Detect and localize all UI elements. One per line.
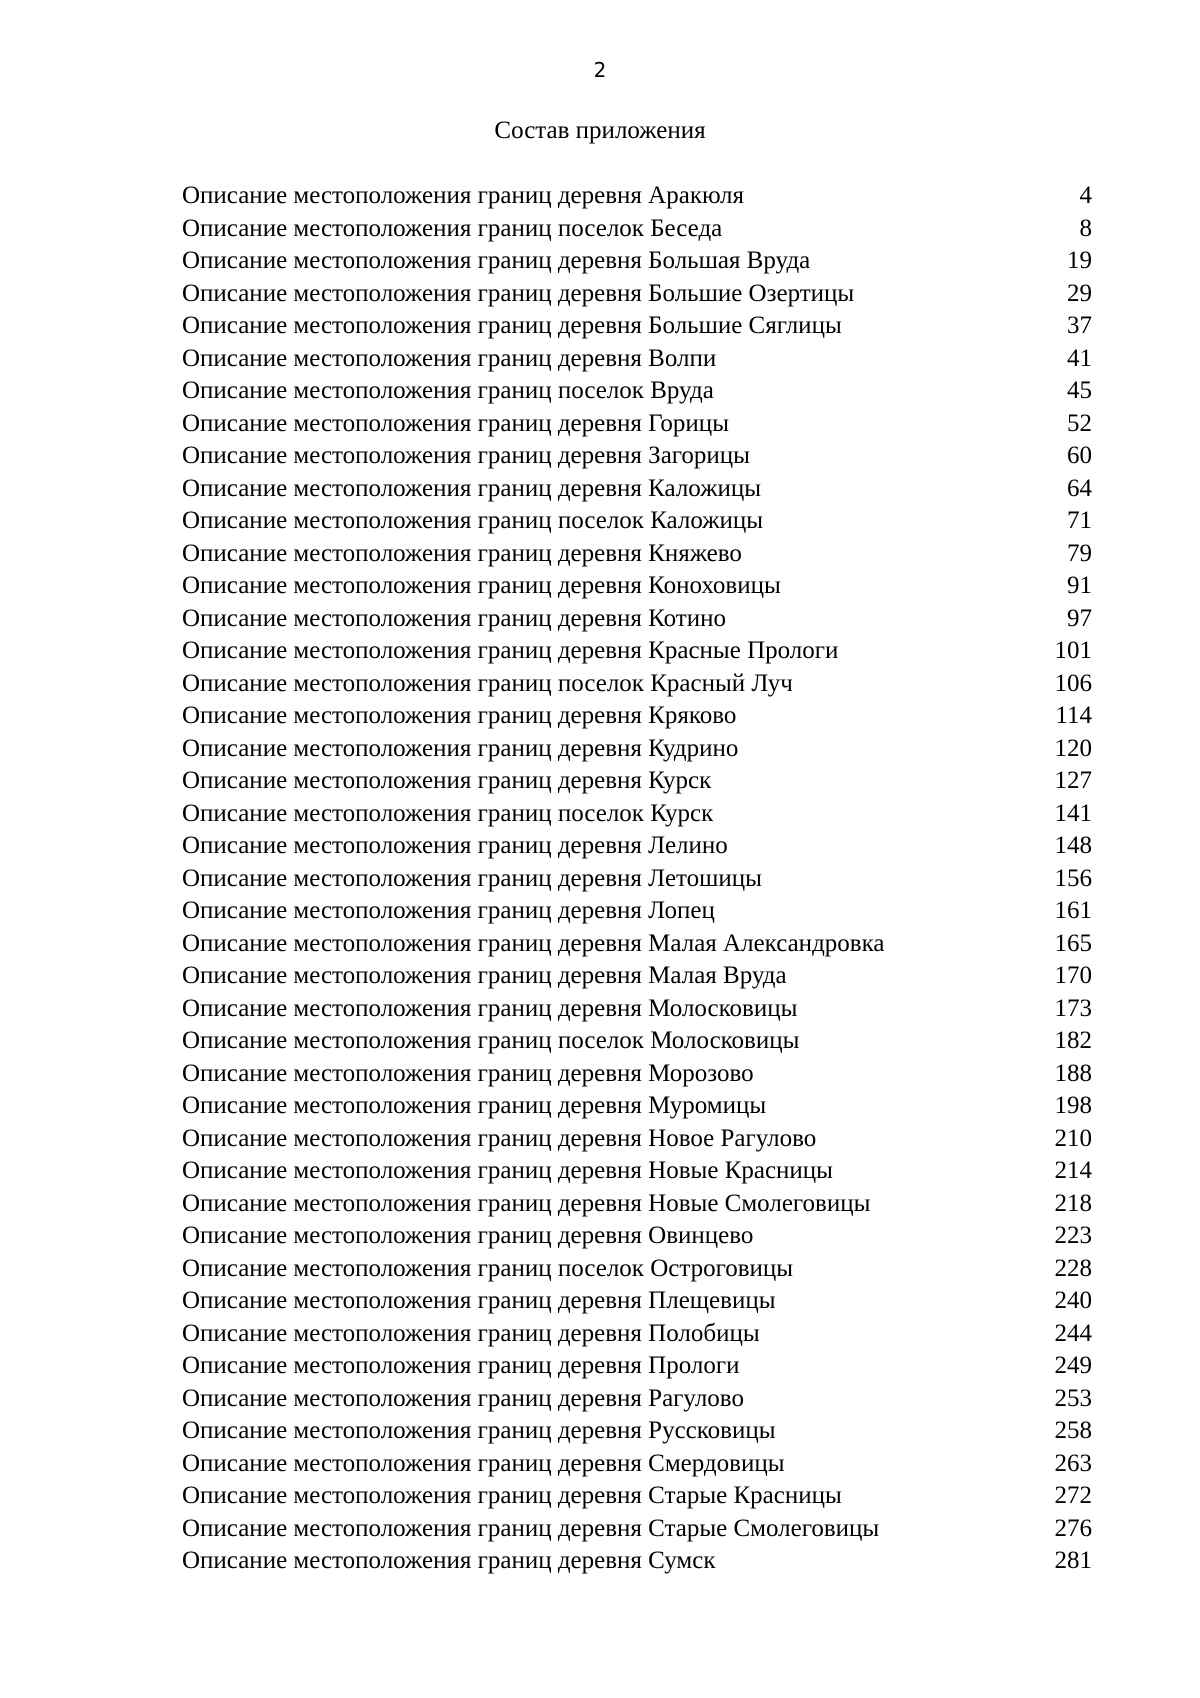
document-title: Состав приложения	[494, 117, 706, 144]
toc-entry-page-number: 8	[1079, 214, 1092, 242]
toc-entry	[182, 375, 1092, 408]
toc-entry-title: Описание местоположения границ деревня Молосковицы	[182, 994, 798, 1022]
toc-entry-page-number: 79	[1067, 539, 1092, 567]
toc-entry-title: Описание местоположения границ поселок Каложицы	[182, 507, 764, 534]
toc-entry	[182, 1513, 1092, 1546]
toc-entry-title: Описание местоположения границ деревня Большая Вруда	[182, 247, 811, 274]
toc-entry-title: Описание местоположения границ деревня Овинцево	[182, 1222, 754, 1249]
toc-entry	[182, 1350, 1092, 1383]
toc-entry-title: Описание местоположения границ деревня Смердовицы	[182, 1449, 785, 1477]
toc-entry-page-number: 228	[1054, 1254, 1092, 1282]
toc-entry-title: Описание местоположения границ деревня Прологи	[182, 1352, 740, 1379]
toc-entry-title: Описание местоположения границ деревня Волпи	[182, 344, 717, 372]
toc-entry	[182, 505, 1092, 538]
toc-entry-page-number: 120	[1054, 734, 1092, 762]
toc-entry-title: Описание местоположения границ деревня Новые Красницы	[182, 1157, 833, 1184]
toc-entry	[182, 700, 1092, 733]
toc-entry-page-number: 101	[1054, 637, 1092, 664]
toc-entry-page-number: 214	[1054, 1157, 1092, 1184]
toc-entry	[182, 440, 1092, 473]
toc-entry-title: Описание местоположения границ деревня Старые Смолеговицы	[182, 1514, 880, 1542]
toc-entry	[182, 213, 1092, 246]
toc-entry-page-number: 272	[1054, 1482, 1092, 1509]
toc-entry-page-number: 210	[1054, 1124, 1092, 1152]
toc-entry-page-number: 198	[1054, 1092, 1092, 1119]
toc-entry-title: Описание местоположения границ поселок Красный Луч	[182, 669, 793, 697]
toc-entry	[182, 245, 1092, 278]
toc-entry-title: Описание местоположения границ деревня Большие Озертицы	[182, 279, 855, 307]
toc-entry-page-number: 173	[1054, 994, 1092, 1022]
toc-entry-title: Описание местоположения границ деревня Красные Прологи	[182, 637, 839, 664]
toc-entry-page-number: 29	[1067, 279, 1092, 307]
toc-entry-page-number: 281	[1054, 1547, 1092, 1574]
toc-entry	[182, 1188, 1092, 1221]
toc-entry	[182, 1318, 1092, 1351]
toc-entry	[182, 635, 1092, 668]
toc-entry-page-number: 64	[1067, 474, 1092, 502]
toc-entry-page-number: 218	[1054, 1189, 1092, 1217]
toc-entry	[182, 830, 1092, 863]
toc-entry-title: Описание местоположения границ деревня Старые Красницы	[182, 1482, 842, 1509]
toc-entry-title: Описание местоположения границ деревня Малая Александровка	[182, 929, 885, 957]
toc-entry	[182, 538, 1092, 571]
toc-entry	[182, 960, 1092, 993]
toc-entry	[182, 668, 1092, 701]
toc-entry-page-number: 37	[1067, 312, 1092, 339]
toc-entry-page-number: 141	[1054, 799, 1092, 827]
toc-entry	[182, 180, 1092, 213]
toc-entry-page-number: 148	[1054, 832, 1092, 859]
toc-entry	[182, 1415, 1092, 1448]
toc-entry	[182, 733, 1092, 766]
toc-entry-page-number: 71	[1067, 507, 1092, 534]
toc-entry-title: Описание местоположения границ деревня Рагулово	[182, 1384, 744, 1412]
toc-entry-page-number: 258	[1054, 1417, 1092, 1444]
toc-entry-title: Описание местоположения границ деревня Курск	[182, 767, 712, 794]
toc-entry-page-number: 156	[1054, 864, 1092, 892]
toc-entry-title: Описание местоположения границ деревня Сумск	[182, 1547, 716, 1574]
toc-entry-page-number: 52	[1067, 409, 1092, 437]
toc-entry-page-number: 4	[1079, 182, 1092, 209]
toc-entry	[182, 310, 1092, 343]
toc-entry-page-number: 106	[1054, 669, 1092, 697]
toc-entry	[182, 570, 1092, 603]
toc-entry	[182, 278, 1092, 311]
toc-entry-page-number: 165	[1054, 929, 1092, 957]
toc-entry-title: Описание местоположения границ деревня Плещевицы	[182, 1287, 776, 1314]
toc-entry	[182, 1025, 1092, 1058]
toc-entry	[182, 1383, 1092, 1416]
toc-entry-title: Описание местоположения границ деревня Загорицы	[182, 442, 750, 469]
toc-entry	[182, 343, 1092, 376]
toc-entry-title: Описание местоположения границ поселок Вруда	[182, 377, 714, 404]
toc-entry-title: Описание местоположения границ деревня Большие Сяглицы	[182, 312, 842, 339]
page-number: 2	[593, 58, 607, 82]
toc-entry-page-number: 41	[1067, 344, 1092, 372]
toc-entry-title: Описание местоположения границ поселок Курск	[182, 799, 714, 827]
toc-entry-page-number: 253	[1054, 1384, 1092, 1412]
toc-entry	[182, 603, 1092, 636]
toc-entry-page-number: 19	[1067, 247, 1092, 274]
toc-entry-page-number: 91	[1067, 572, 1092, 599]
toc-entry	[182, 1545, 1092, 1578]
toc-entry-title: Описание местоположения границ деревня Горицы	[182, 409, 729, 437]
table-of-contents	[182, 180, 1092, 1578]
toc-entry-title: Описание местоположения границ деревня Новое Рагулово	[182, 1124, 817, 1152]
toc-entry	[182, 1220, 1092, 1253]
toc-entry-title: Описание местоположения границ деревня Кряково	[182, 702, 737, 729]
toc-entry-page-number: 244	[1054, 1319, 1092, 1347]
toc-entry-title: Описание местоположения границ деревня Аракюля	[182, 182, 744, 209]
toc-entry-title: Описание местоположения границ поселок Остроговицы	[182, 1254, 794, 1282]
toc-entry-title: Описание местоположения границ деревня Лопец	[182, 897, 715, 924]
toc-entry	[182, 895, 1092, 928]
toc-entry-title: Описание местоположения границ деревня Новые Смолеговицы	[182, 1189, 871, 1217]
toc-entry-title: Описание местоположения границ деревня Полобицы	[182, 1319, 760, 1347]
toc-entry	[182, 993, 1092, 1026]
toc-entry	[182, 1155, 1092, 1188]
toc-entry-page-number: 97	[1067, 604, 1092, 632]
toc-entry-page-number: 170	[1054, 962, 1092, 989]
toc-entry-page-number: 188	[1054, 1059, 1092, 1087]
toc-entry-title: Описание местоположения границ деревня Кудрино	[182, 734, 739, 762]
toc-entry	[182, 473, 1092, 506]
toc-entry-title: Описание местоположения границ поселок Беседа	[182, 214, 723, 242]
toc-entry	[182, 798, 1092, 831]
toc-entry-page-number: 240	[1054, 1287, 1092, 1314]
toc-entry-page-number: 223	[1054, 1222, 1092, 1249]
toc-entry-page-number: 45	[1067, 377, 1092, 404]
toc-entry-title: Описание местоположения границ деревня Каложицы	[182, 474, 762, 502]
toc-entry-title: Описание местоположения границ деревня Русcковицы	[182, 1417, 776, 1444]
toc-entry-title: Описание местоположения границ поселок Молосковицы	[182, 1027, 800, 1054]
toc-entry	[182, 1480, 1092, 1513]
toc-entry-title: Описание местоположения границ деревня Котино	[182, 604, 726, 632]
toc-entry-page-number: 263	[1054, 1449, 1092, 1477]
toc-entry-title: Описание местоположения границ деревня Лелино	[182, 832, 728, 859]
toc-entry-page-number: 276	[1054, 1514, 1092, 1542]
toc-entry	[182, 1448, 1092, 1481]
toc-entry	[182, 1058, 1092, 1091]
toc-entry-title: Описание местоположения границ деревня Летошицы	[182, 864, 762, 892]
toc-entry	[182, 1285, 1092, 1318]
toc-entry	[182, 1090, 1092, 1123]
toc-entry-page-number: 60	[1067, 442, 1092, 469]
toc-entry	[182, 765, 1092, 798]
toc-entry-page-number: 127	[1054, 767, 1092, 794]
toc-entry-title: Описание местоположения границ деревня Морозово	[182, 1059, 754, 1087]
toc-entry-page-number: 161	[1054, 897, 1092, 924]
toc-entry	[182, 1123, 1092, 1156]
toc-entry	[182, 863, 1092, 896]
toc-entry-title: Описание местоположения границ деревня Княжево	[182, 539, 742, 567]
toc-entry-page-number: 114	[1055, 702, 1092, 729]
toc-entry	[182, 408, 1092, 441]
toc-entry-title: Описание местоположения границ деревня Малая Вруда	[182, 962, 787, 989]
toc-entry	[182, 1253, 1092, 1286]
toc-entry-page-number: 182	[1054, 1027, 1092, 1054]
toc-entry	[182, 928, 1092, 961]
toc-entry-page-number: 249	[1054, 1352, 1092, 1379]
toc-entry-title: Описание местоположения границ деревня Муромицы	[182, 1092, 767, 1119]
toc-entry-title: Описание местоположения границ деревня Коноховицы	[182, 572, 781, 599]
